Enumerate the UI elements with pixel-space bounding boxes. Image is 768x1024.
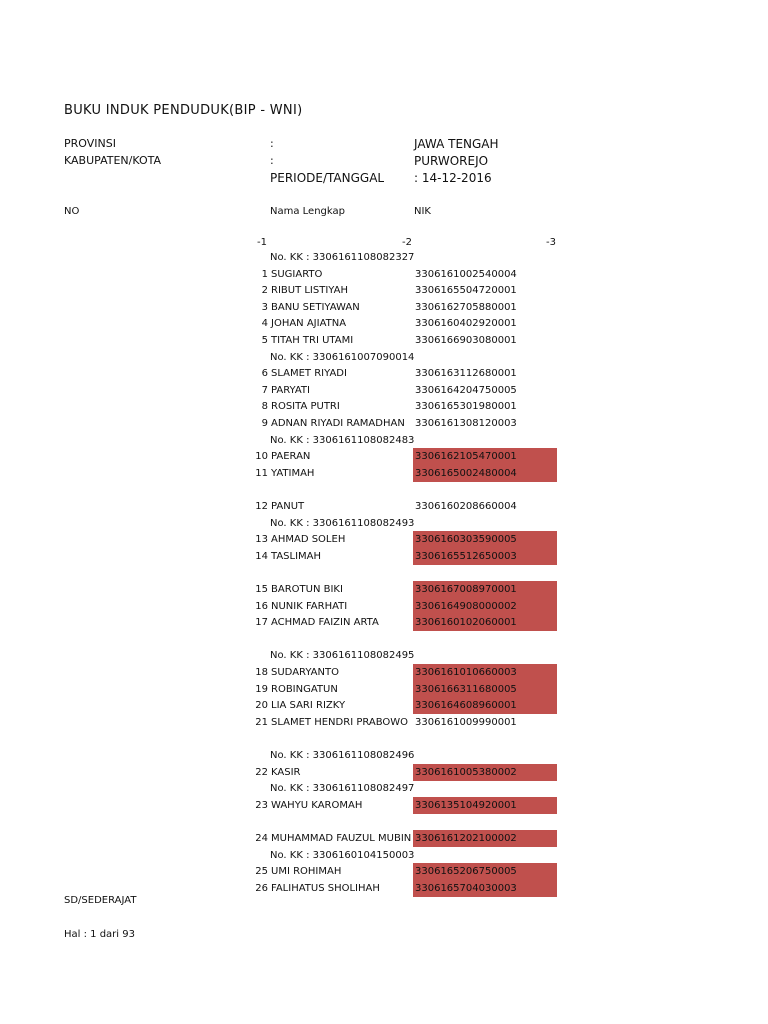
nik-value: 3306165504720001 (415, 285, 517, 296)
column-number-1: -1 (257, 237, 267, 248)
kk-number: No. KK : 3306161108082497 (270, 783, 415, 794)
row-number: 4 (261, 318, 268, 329)
kabupaten-value: PURWOREJO (414, 154, 489, 168)
row-number: 16 (255, 601, 268, 612)
resident-name: JOHAN AJIATNA (271, 318, 347, 329)
provinsi-label: PROVINSI (64, 137, 116, 150)
row-number: 6 (261, 368, 268, 379)
kk-number: No. KK : 3306161108082496 (270, 750, 415, 761)
nik-value-highlighted: 3306161202100002 (413, 830, 557, 847)
nik-value-highlighted: 3306165512650003 (413, 548, 557, 565)
resident-name: FALIHATUS SHOLIHAH (271, 883, 380, 894)
row-number: 2 (261, 285, 268, 296)
education-label: SD/SEDERAJAT (64, 895, 137, 906)
row-number: 11 (255, 468, 268, 479)
kk-number: No. KK : 3306161108082483 (270, 435, 415, 446)
row-number: 13 (255, 534, 268, 545)
nik-value-highlighted: 3306165206750005 (413, 863, 557, 880)
resident-name: BANU SETIYAWAN (271, 302, 360, 313)
resident-name: RIBUT LISTIYAH (271, 285, 348, 296)
resident-name: TITAH TRI UTAMI (271, 335, 354, 346)
row-number: 24 (255, 833, 268, 844)
nik-value-highlighted: 3306164908000002 (413, 598, 557, 615)
row-number: 10 (255, 451, 268, 462)
column-header-nama: Nama Lengkap (270, 206, 345, 217)
kk-number: No. KK : 3306160104150003 (270, 850, 415, 861)
resident-name: UMI ROHIMAH (271, 866, 342, 877)
resident-name: ROBINGATUN (271, 684, 338, 695)
resident-name: PAERAN (271, 451, 311, 462)
nik-value-highlighted: 3306160102060001 (413, 614, 557, 631)
kabupaten-separator: : (270, 154, 274, 167)
resident-name: WAHYU KAROMAH (271, 800, 363, 811)
periode-label: PERIODE/TANGGAL (270, 171, 385, 185)
nik-value-highlighted: 3306162105470001 (413, 448, 557, 465)
nik-value: 3306166903080001 (415, 335, 517, 346)
column-number-2: -2 (402, 237, 412, 248)
resident-name: KASIR (271, 767, 301, 778)
row-number: 17 (255, 617, 268, 628)
nik-value-highlighted: 3306135104920001 (413, 797, 557, 814)
kk-number: No. KK : 3306161007090014 (270, 352, 415, 363)
nik-value-highlighted: 3306167008970001 (413, 581, 557, 598)
row-number: 21 (255, 717, 268, 728)
resident-name: SUDARYANTO (271, 667, 339, 678)
row-number: 26 (255, 883, 268, 894)
resident-name: NUNIK FARHATI (271, 601, 348, 612)
nik-value: 3306161308120003 (415, 418, 517, 429)
nik-value: 3306163112680001 (415, 368, 517, 379)
resident-name: ROSITA PUTRI (271, 401, 340, 412)
nik-value-highlighted: 3306161005380002 (413, 764, 557, 781)
column-header-no: NO (64, 206, 80, 217)
row-number: 7 (261, 385, 268, 396)
nik-value-highlighted: 3306165002480004 (413, 465, 557, 482)
row-number: 12 (255, 501, 268, 512)
nik-value-highlighted: 3306166311680005 (413, 681, 557, 698)
nik-value-highlighted: 3306160303590005 (413, 531, 557, 548)
resident-name: PARYATI (271, 385, 310, 396)
resident-name: SUGIARTO (271, 269, 323, 280)
resident-name: ADNAN RIYADI RAMADHAN (271, 418, 405, 429)
resident-name: SLAMET HENDRI PRABOWO (271, 717, 409, 728)
column-number-3: -3 (546, 237, 556, 248)
nik-value: 3306164204750005 (415, 385, 517, 396)
kk-number: No. KK : 3306161108082493 (270, 518, 415, 529)
resident-name: AHMAD SOLEH (271, 534, 346, 545)
resident-name: LIA SARI RIZKY (271, 700, 346, 711)
resident-name: YATIMAH (271, 468, 315, 479)
row-number: 23 (255, 800, 268, 811)
document-title: BUKU INDUK PENDUDUK(BIP - WNI) (64, 103, 303, 118)
row-number: 5 (261, 335, 268, 346)
provinsi-value: JAWA TENGAH (414, 137, 499, 151)
nik-value: 3306162705880001 (415, 302, 517, 313)
nik-value: 3306160402920001 (415, 318, 517, 329)
row-number: 22 (255, 767, 268, 778)
page-indicator: Hal : 1 dari 93 (64, 929, 135, 940)
nik-value: 3306165301980001 (415, 401, 517, 412)
provinsi-separator: : (270, 137, 274, 150)
resident-name: ACHMAD FAIZIN ARTA (271, 617, 379, 628)
row-number: 19 (255, 684, 268, 695)
kk-number: No. KK : 3306161108082495 (270, 650, 415, 661)
nik-value-highlighted: 3306161010660003 (413, 664, 557, 681)
nik-value: 3306160208660004 (415, 501, 517, 512)
resident-name: SLAMET RIYADI (271, 368, 347, 379)
resident-name: MUHAMMAD FAUZUL MUBIN (271, 833, 412, 844)
nik-value: 3306161009990001 (415, 717, 517, 728)
row-number: 9 (261, 418, 268, 429)
row-number: 20 (255, 700, 268, 711)
column-header-nik: NIK (414, 206, 431, 217)
row-number: 3 (261, 302, 268, 313)
kabupaten-label: KABUPATEN/KOTA (64, 154, 162, 167)
resident-name: PANUT (271, 501, 305, 512)
nik-value-highlighted: 3306165704030003 (413, 880, 557, 897)
resident-name: TASLIMAH (271, 551, 322, 562)
periode-value: : 14-12-2016 (414, 171, 492, 185)
row-number: 8 (261, 401, 268, 412)
row-number: 1 (261, 269, 268, 280)
kk-number: No. KK : 3306161108082327 (270, 252, 415, 263)
nik-value-highlighted: 3306164608960001 (413, 697, 557, 714)
row-number: 14 (255, 551, 268, 562)
resident-name: BAROTUN BIKI (271, 584, 343, 595)
row-number: 18 (255, 667, 268, 678)
row-number: 15 (255, 584, 268, 595)
row-number: 25 (255, 866, 268, 877)
nik-value: 3306161002540004 (415, 269, 517, 280)
